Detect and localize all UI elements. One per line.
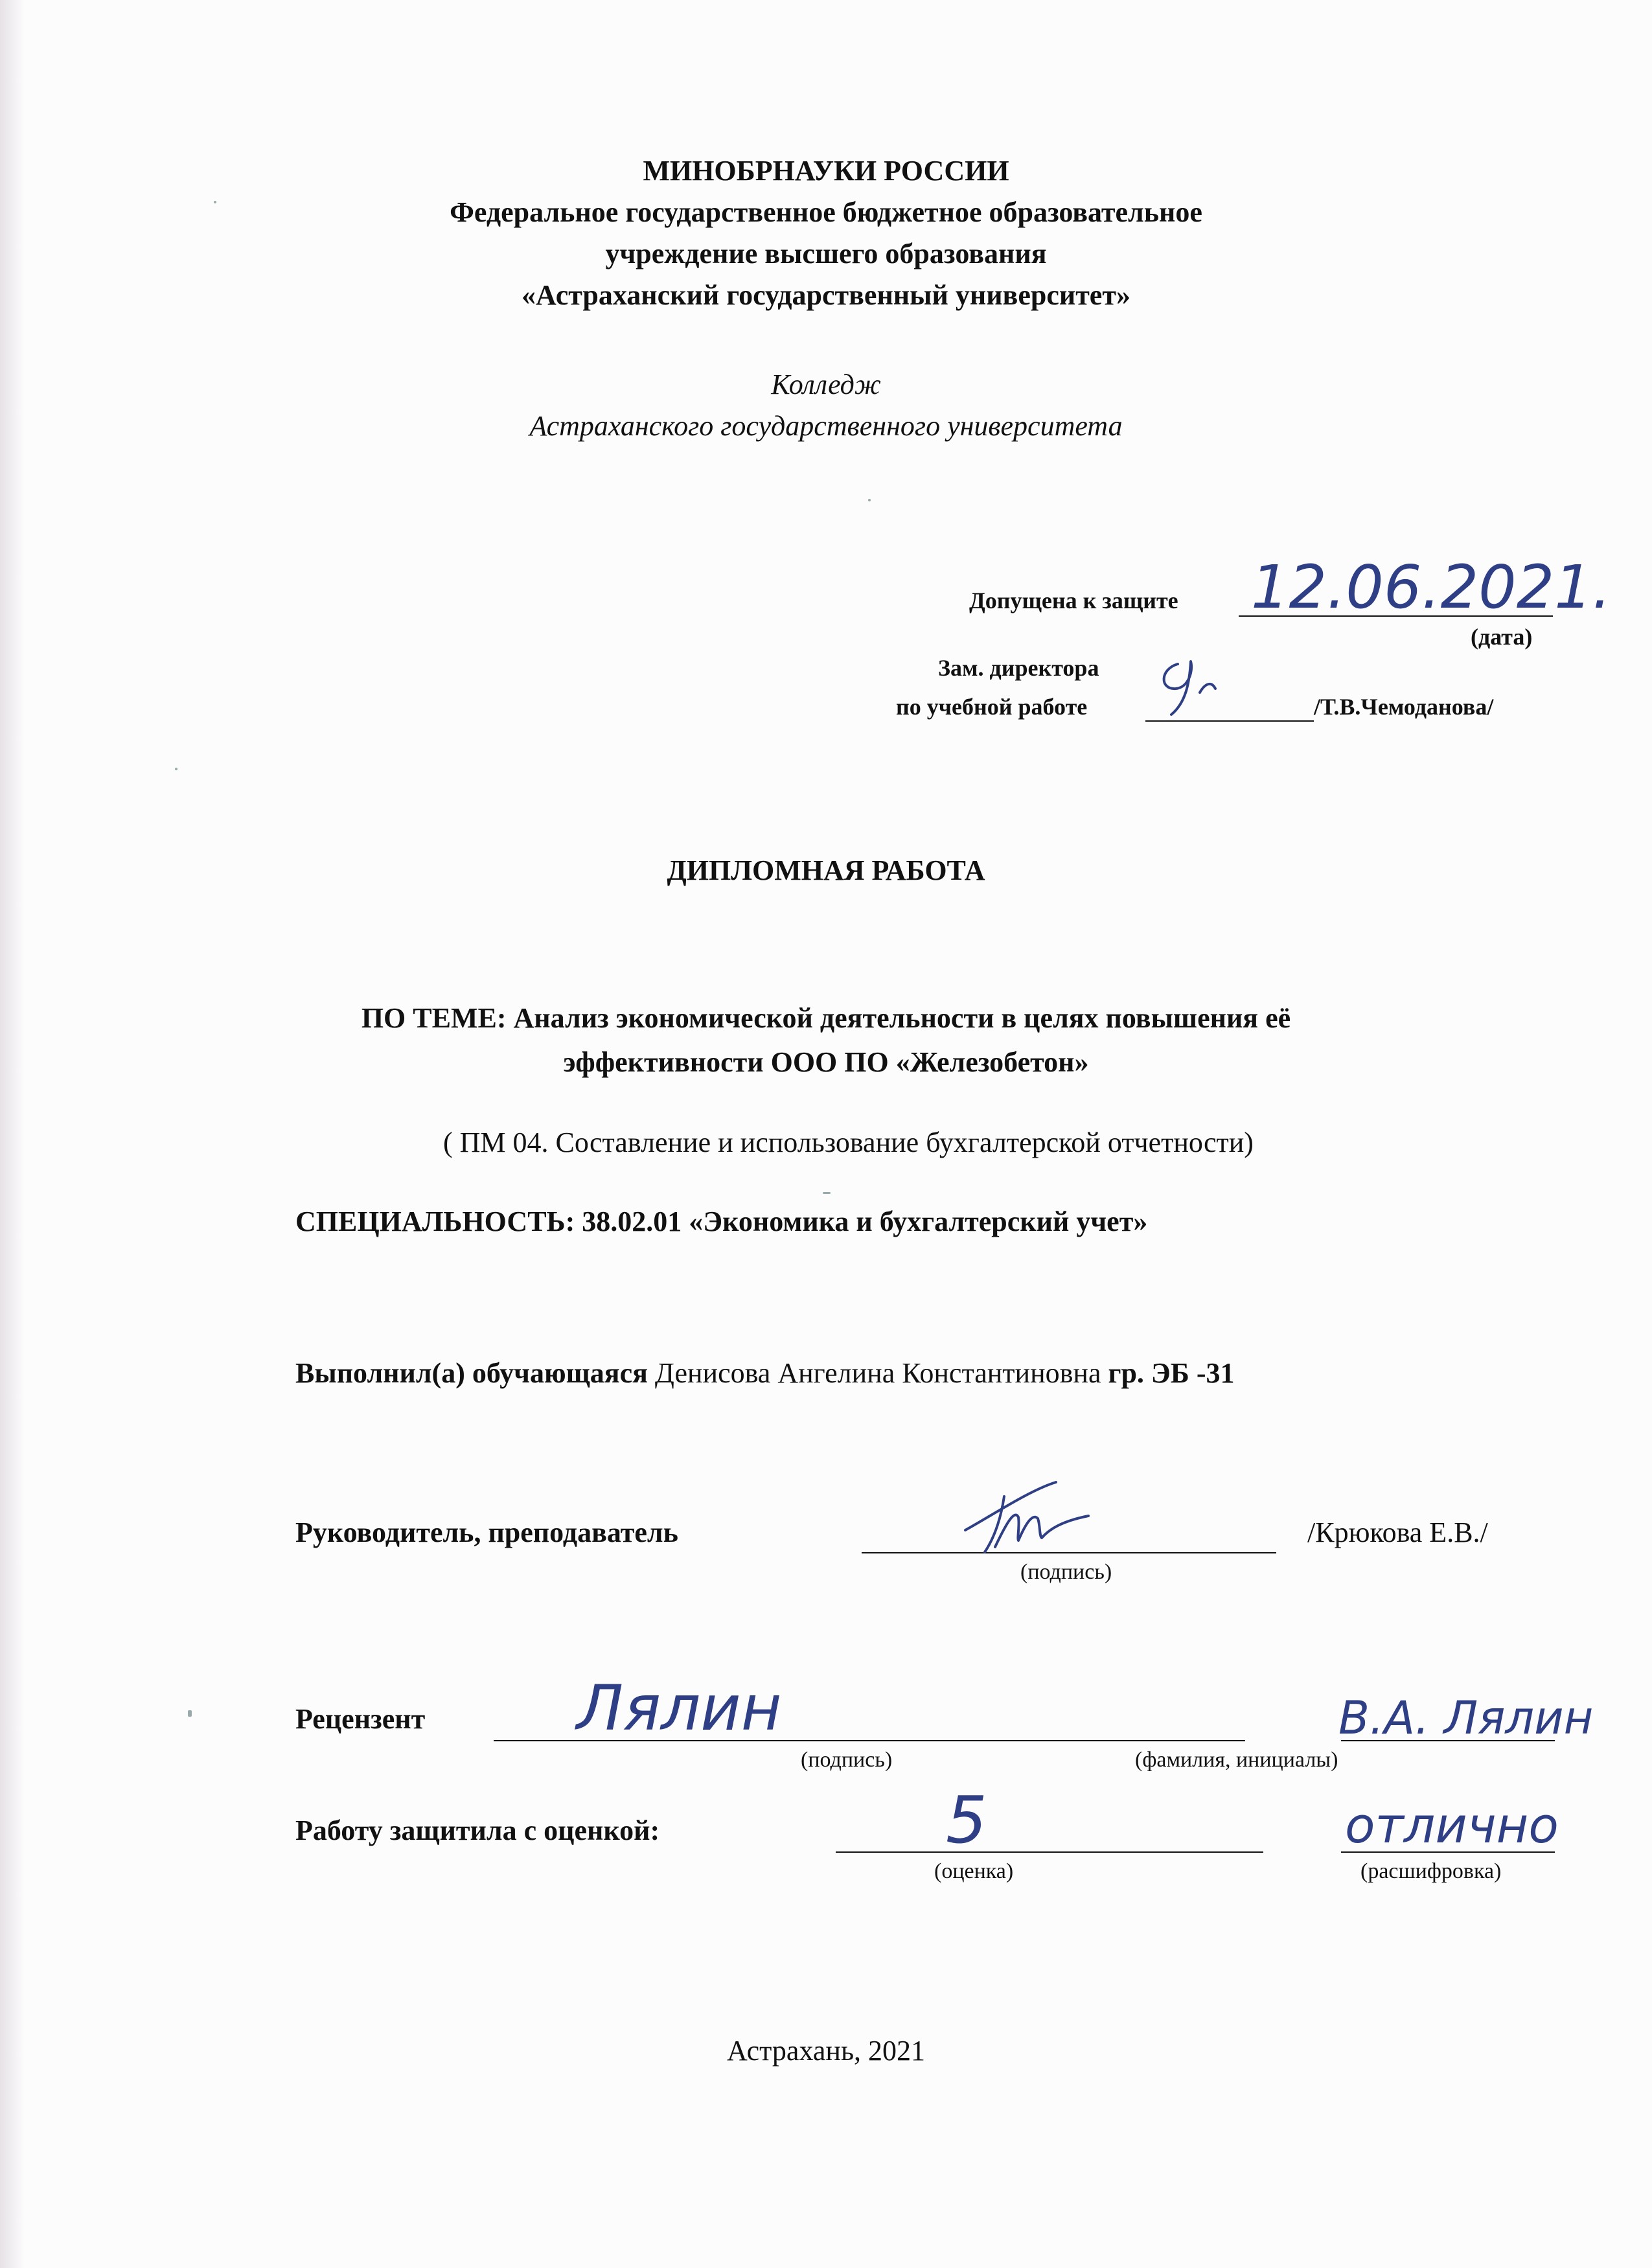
scan-edge-shadow	[0, 0, 25, 2268]
performer-group: гр. ЭБ -31	[1108, 1357, 1235, 1389]
grade-score-handwriting	[933, 1775, 1037, 1859]
module-line: ( ПМ 04. Составление и использование бухгалтерской отчетности)	[443, 1127, 1254, 1158]
scan-speck	[188, 1710, 192, 1717]
deputy-line-2: по учебной работе	[896, 694, 1088, 720]
deputy-line-1: Зам. директора	[938, 655, 1099, 681]
deputy-name: /Т.В.Чемоданова/	[1314, 694, 1494, 720]
grade-words-handwriting	[1341, 1783, 1574, 1854]
reviewer-signature-caption: (подпись)	[801, 1748, 893, 1772]
reviewer-signature-handwriting	[570, 1658, 816, 1743]
svg-text:Лялин: Лялин	[577, 1672, 782, 1745]
date-handwriting	[1247, 549, 1611, 622]
supervisor-label: Руководитель, преподаватель	[295, 1517, 678, 1548]
scan-speck	[175, 768, 178, 770]
reviewer-name-handwriting	[1338, 1677, 1611, 1748]
svg-text:отлично: отлично	[1345, 1796, 1559, 1854]
topic-line-2: эффективности ООО ПО «Железобетон»	[563, 1046, 1089, 1078]
institution-line-2: учреждение высшего образования	[605, 238, 1047, 269]
topic-line-1: ПО ТЕМЕ: Анализ экономической деятельности в целях повышения её	[361, 1002, 1291, 1034]
city-year: Астрахань, 2021	[726, 2035, 926, 2067]
scan-speck	[823, 1192, 831, 1194]
grade-label: Работу защитила с оценкой:	[295, 1815, 660, 1846]
performer-name: Денисова Ангелина Константиновна	[654, 1357, 1101, 1389]
document-title: ДИПЛОМНАЯ РАБОТА	[667, 854, 985, 886]
ministry-heading: МИНОБРНАУКИ РОССИИ	[643, 155, 1009, 187]
supervisor-name: /Крюкова Е.В./	[1307, 1517, 1488, 1548]
svg-text:5: 5	[946, 1782, 987, 1858]
scan-speck	[868, 499, 871, 501]
performer-line	[295, 1357, 1235, 1390]
reviewer-label: Рецензент	[295, 1703, 426, 1735]
college-line-1: Колледж	[771, 369, 881, 400]
scan-speck	[214, 201, 216, 203]
institution-line-3: «Астраханский государственный университет»	[522, 279, 1130, 311]
date-caption: (дата)	[1471, 624, 1533, 650]
svg-text:12.06.2021.: 12.06.2021.	[1251, 553, 1611, 622]
institution-line-1: Федеральное государственное бюджетное образовательное	[450, 196, 1202, 228]
grade-score-line	[836, 1851, 1263, 1853]
deputy-signature-icon	[1140, 638, 1270, 729]
college-line-2: Астраханского государственного университета	[529, 410, 1123, 442]
grade-words-caption: (расшифровка)	[1360, 1859, 1502, 1883]
supervisor-signature-icon	[959, 1471, 1114, 1561]
svg-text:В.А. Лялин: В.А. Лялин	[1338, 1691, 1594, 1745]
supervisor-signature-caption: (подпись)	[1020, 1560, 1112, 1584]
grade-score-caption: (оценка)	[934, 1859, 1014, 1883]
performer-label: Выполнил(а) обучающаяся	[295, 1357, 648, 1389]
reviewer-name-caption: (фамилия, инициалы)	[1135, 1748, 1338, 1772]
speciality-line: СПЕЦИАЛЬНОСТЬ: 38.02.01 «Экономика и бухгалтерский учет»	[295, 1206, 1148, 1237]
admission-label: Допущена к защите	[969, 588, 1178, 613]
